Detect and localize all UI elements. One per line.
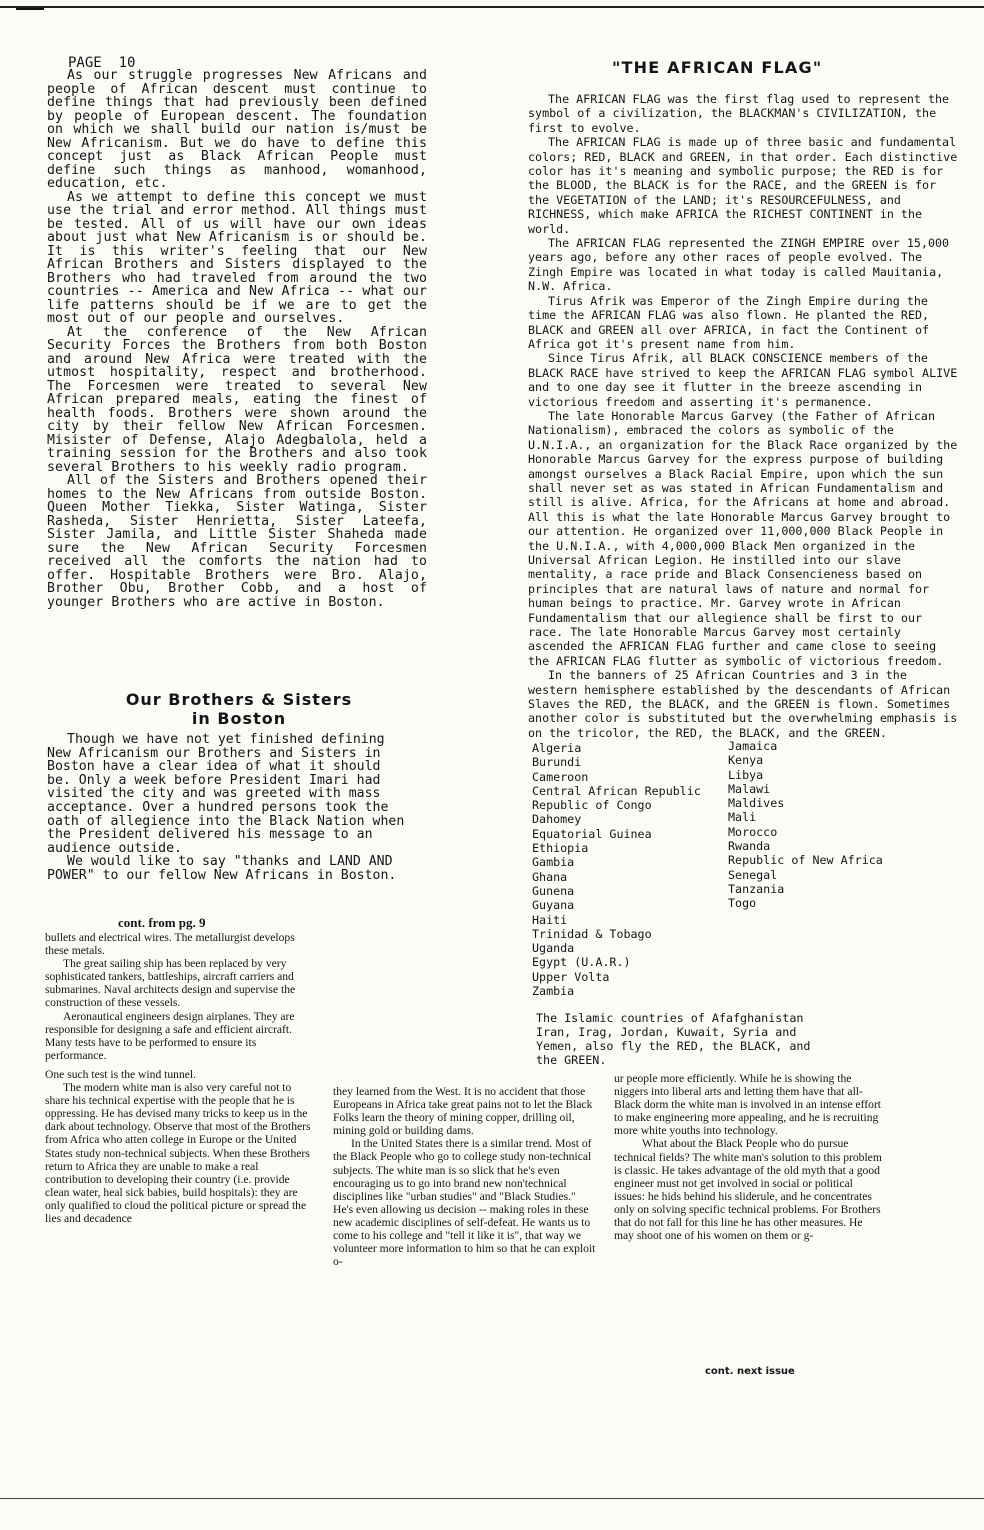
article-paragraph: they learned from the West. It is no accident that those Europeans in Africa take great pains not to let the Black Folks learn the theory of mining copper, drilling oil, mining gold or building dams. <box>333 1085 593 1138</box>
article-paragraph: Though we have not yet finished defining New Africanism our Brothers and Sisters in Boston have a clear idea of what it should be. Only a week before President Imari had visited the city and was greeted with mass acceptance. Over a hundred persons took the oath of allegience into the Black Nation when the President delivered his message to an audience outside. <box>47 732 405 856</box>
article-paragraph: At the conference of the New African Security Forces the Brothers from both Boston and around New Africa were treated with the utmost hospitality, respect and brotherhood. The Forcesmen were treated to several New African prepared meals, eating the finest of health foods. Brothers were shown around the city by their fellow New African Forcesmen. Misister of Defense, Alajo Adegbalola, held a training session for the Brothers and also took several Brothers to his weekly radio program. <box>47 324 427 475</box>
country-item: Egypt (U.A.R.) <box>532 955 631 970</box>
country-item: Upper Volta <box>532 969 610 984</box>
country-item: Togo <box>728 896 757 911</box>
continued-from-label: cont. from pg. 9 <box>118 915 206 930</box>
top-dash-mark <box>16 8 44 10</box>
article-paragraph: What about the Black People who do pursue technical fields? The white man's solution to this problem is classic. He takes advantage of the old myth that a good engineer must not get involved in social or political issues: he hids behind his sliderule, and he concentrates only on solving specific technical problems. For Brothers that do not fall for this line he has other measures. He may shoot one of his women on them or g- <box>614 1137 882 1243</box>
country-item: Ghana <box>532 869 568 884</box>
country-item: Central African Republic <box>532 783 701 798</box>
country-item: Zambia <box>532 984 575 999</box>
boston-article <box>47 733 407 883</box>
country-item: Malawi <box>728 781 771 796</box>
article-paragraph: In the United States there is a similar trend. Most of the Black People who go to college study non-technical subjects. The white man is so slick that he's even encouraging us to go into brand new non'technical disciplines like "urban studies" and "Black Studies." He's even allowing us decision -- making roles in these new academic disciplines of self-defeat. He wants us to come to his college and "tell it like it is", that way we volunteer more information to him so that he can exploit o- <box>333 1137 596 1269</box>
top-rule <box>0 6 984 8</box>
country-item: Algeria <box>532 741 582 755</box>
article-paragraph: The great sailing ship has been replaced by very sophisticated tankers, battleships, aircraft carriers and submarines. Naval architects design and supervise the construction of these vessels. <box>45 957 296 1010</box>
article-paragraph: The AFRICAN FLAG was the first flag used to represent the symbol of a civilization, the BLACKMAN's CIVILIZATION, the first to evolve. <box>528 92 950 135</box>
article-paragraph: Tirus Afrik was Emperor of the Zingh Empire during the time the AFRICAN FLAG was also flown. He planted the RED, BLACK and GREEN all over AFRICA, in fact the Continent of Africa got it's present name from him. <box>528 293 930 351</box>
article-paragraph: The late Honorable Marcus Garvey (the Father of African Nationalism), embraced the colors as symbolic of the U.N.I.A., an organization for the Black Race organized by the Honorable Marcus Garvey for the express purpose of building amongst ourselves a Black Racial Empire, upon which the sun shall never set as was stated in African Fundamentalism and still is alive. Africa, for the Africans at home and abroad. All this is what the late Honorable Marcus Garvey brought to our attention. He organized over 11,000,000 Black People in the U.N.I.A., with 4,000,000 Black Men organized in the Universal African Legion. He instilled into our slave mentality, a race pride and Black Consencieness based on principles that are natural laws of nature and normal for human beings to practice. Mr. Garvey wrote in African Fundamentalism that our allegience shall be first to our race. The late Honorable Marcus Garvey most certainly ascended the AFRICAN FLAG further and came close to seeing the AFRICAN FLAG flutter as symbolic of victorious freedom. <box>528 408 958 668</box>
country-item: Maldives <box>728 796 785 811</box>
new-africanism-article <box>47 69 427 609</box>
country-item: Dahomey <box>532 812 582 827</box>
country-item: Guyana <box>532 898 575 913</box>
technology-article-col3 <box>614 1072 884 1242</box>
country-item: Uganda <box>532 941 575 956</box>
article-paragraph: In the banners of 25 African Countries and 3 in the western hemisphere established by the descendants of African Slaves the RED, the BLACK, and the GREEN is flown. Sometimes another color is substituted but the overwhelming emphasis is on the tricolor, the RED, the BLACK, and the GREEN. <box>528 668 958 740</box>
country-item: Morocco <box>728 824 778 839</box>
country-item: Tanzania <box>728 881 785 896</box>
technology-article-col2 <box>333 1085 598 1268</box>
country-item: Burundi <box>532 755 582 770</box>
boston-headline-line2: in Boston <box>191 709 287 728</box>
country-item: Kenya <box>728 753 764 768</box>
african-flag-headline: "THE AFRICAN FLAG" <box>612 58 823 77</box>
article-paragraph: The AFRICAN FLAG represented the ZINGH EMPIRE over 15,000 years ago, before any other races of people evolved. The Zingh Empire was located in what today is called Mauitania, N.W. Africa. <box>528 236 950 294</box>
country-item: Gunena <box>532 883 575 898</box>
article-paragraph: We would like to say "thanks and LAND AND POWER" to our fellow New Africans in Boston. <box>47 854 397 883</box>
country-item: Mali <box>728 810 757 825</box>
article-paragraph: All of the Sisters and Brothers opened their homes to the New Africans from outside Boston. Queen Mother Tiekka, Sister Watinga, Sister Rasheda, Sister Henrietta, Sister Lateefa, Sister Jamila, and Little Sister Shaheda made sure the New African Security Forcesmen received all the comforts the nation had to offer. Hospitable Brothers were Bro. Alajo, Brother Obu, Brother Cobb, and a host of younger Brothers who are active in Boston. <box>47 473 427 610</box>
article-paragraph: One such test is the wind tunnel. <box>45 1067 197 1081</box>
country-item: Rwanda <box>728 839 771 854</box>
country-item: Ethiopia <box>532 841 589 856</box>
article-paragraph: As we attempt to define this concept we must use the trial and error method. All things must be tested. All of us will have our own ideas about just what New Africanism is or should be. It is this writer's feeling that our New African Brothers and Sisters displayed to the Brothers who had traveled from around the two countries -- America and New Africa -- what our life patterns should be if we are to get the most out of our people and ourselves. <box>47 189 427 326</box>
country-item: Senegal <box>728 867 778 882</box>
country-item: Cameroon <box>532 769 589 784</box>
boston-headline-line1: Our Brothers & Sisters <box>125 690 353 709</box>
country-item: Haiti <box>532 912 568 927</box>
country-list-col1 <box>532 741 732 998</box>
article-paragraph: ur people more efficiently. While he is showing the niggers into liberal arts and letting them have that all-Black dorm the white man is involved in an intense effort to make engineering more appealing, and he is recruiting more white youths into technology. <box>614 1072 882 1138</box>
country-item: Republic of New Africa <box>728 853 883 868</box>
article-paragraph: Since Tirus Afrik, all BLACK CONSCIENCE members of the BLACK RACE have strived to keep the AFRICAN FLAG symbol ALIVE and to one day see it flutter in the breeze ascending in victorious freedom and asserting it's permanence. <box>528 351 958 409</box>
article-paragraph: bullets and electrical wires. The metallurgist develops these metals. <box>45 931 295 958</box>
article-paragraph: The modern white man is also very careful not to share his technical expertise with the people that he is oppressing. He has devised many tricks to keep us in the dark about technology. Observe that most of the Brothers from Africa who atten college in Europe or the United States study non-technical subjects. When these Brothers return to Africa they are unable to make a real contribution to developing their country (i.e. provide clean water, heal sick babies, build hospitals): they are only qualified to cloud the political picture or spread the lies and decadence <box>45 1081 311 1225</box>
country-list-col2 <box>728 739 928 911</box>
country-item: Trinidad & Tobago <box>532 926 652 941</box>
african-flag-article <box>528 92 958 740</box>
country-item: Republic of Congo <box>532 798 652 813</box>
technology-article-col1 <box>45 931 315 1225</box>
country-item: Jamaica <box>728 739 778 753</box>
country-item: Gambia <box>532 855 575 870</box>
islamic-countries-note: The Islamic countries of Afafghanistan Iran, Irag, Jordan, Kuwait, Syria and Yemen, also fly the RED, the BLACK, and the GREEN. <box>536 1011 811 1067</box>
article-paragraph: Aeronautical engineers design airplanes. They are responsible for designing a safe and efficient aircraft. Many tests have to be performed to ensure its performance. <box>45 1009 295 1062</box>
page-number: PAGE 10 <box>68 55 136 71</box>
article-paragraph: The AFRICAN FLAG is made up of three basic and fundamental colors; RED, BLACK and GREEN, in that order. Each distinctive color has it's meaning and symbolic purpose; the RED is for the BLOOD, the BLACK is for the RACE, and the GREEN is for the VEGETATION of the LAND; it's RESOURCEFULNESS, and RICHNESS, which make AFRICA the RICHEST CONTINENT in the world. <box>528 135 958 236</box>
article-paragraph: As our struggle progresses New Africans and people of African descent must continue to define things that had previously been defined by people of European descent. The foundation on which we shall build our nation is/must be New Africanism. But we do have to define this concept just as Black African People must define such things as manhood, womanhood, education, etc. <box>47 68 427 191</box>
boston-headline <box>48 690 430 728</box>
country-item: Equatorial Guinea <box>532 826 652 841</box>
continued-next-label: cont. next issue <box>705 1366 795 1377</box>
country-item: Libya <box>728 767 764 782</box>
bottom-rule <box>0 1498 984 1499</box>
